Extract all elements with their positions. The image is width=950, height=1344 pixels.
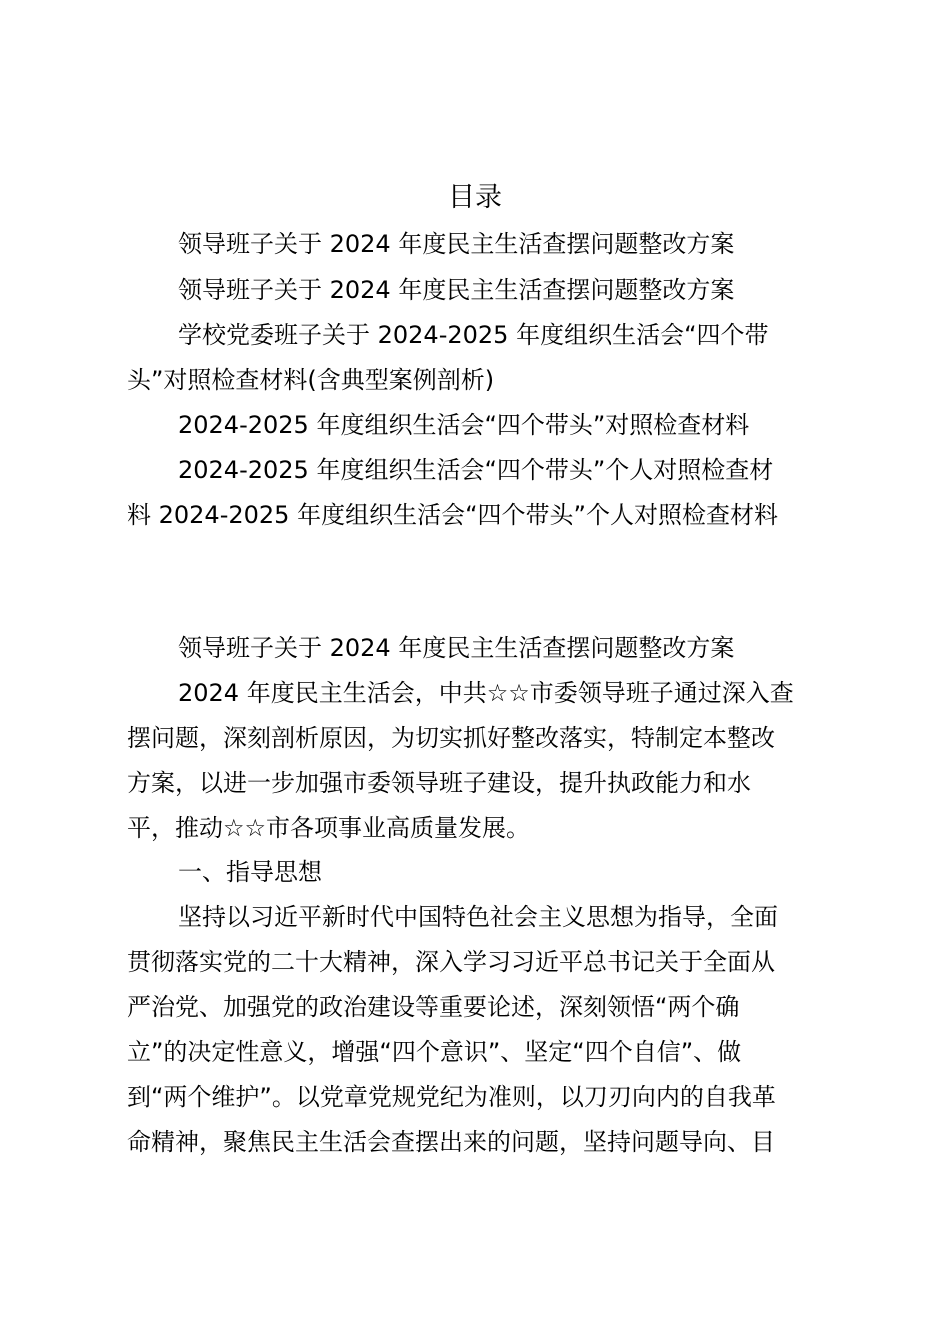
body-line: 摆问题，深刻剖析原因，为切实抓好整改落实，特制定本整改: [127, 724, 775, 752]
body-line: 严治党、加强党的政治建设等重要论述，深刻领悟“两个确: [127, 993, 740, 1021]
toc-line: 领导班子关于 2024 年度民主生活查摆问题整改方案: [178, 230, 735, 258]
toc-line: 领导班子关于 2024 年度民主生活查摆问题整改方案: [178, 276, 735, 304]
body-line: 立”的决定性意义，增强“四个意识”、坚定“四个自信”、做: [127, 1038, 742, 1066]
subsection-heading: 一、指导思想: [178, 858, 322, 886]
toc-line: 2024-2025 年度组织生活会“四个带头”对照检查材料: [178, 411, 750, 439]
toc-line: 2024-2025 年度组织生活会“四个带头”个人对照检查材: [178, 456, 774, 484]
toc-line: 学校党委班子关于 2024-2025 年度组织生活会“四个带: [178, 321, 769, 349]
body-line: 平，推动☆☆市各项事业高质量发展。: [127, 814, 531, 842]
body-line: 方案，以进一步加强市委领导班子建设，提升执政能力和水: [127, 769, 751, 797]
body-line: 命精神，聚焦民主生活会查摆出来的问题，坚持问题导向、目: [127, 1128, 775, 1156]
body-line: 坚持以习近平新时代中国特色社会主义思想为指导，全面: [178, 903, 778, 931]
body-line: 到“两个维护”。以党章党规党纪为准则，以刀刃向内的自我革: [127, 1083, 776, 1111]
toc-title: 目录: [448, 182, 502, 213]
toc-line: 料 2024-2025 年度组织生活会“四个带头”个人对照检查材料: [127, 501, 778, 529]
section-heading: 领导班子关于 2024 年度民主生活查摆问题整改方案: [178, 634, 735, 662]
toc-line: 头”对照检查材料(含典型案例剖析): [127, 366, 495, 394]
body-line: 贯彻落实党的二十大精神，深入学习习近平总书记关于全面从: [127, 948, 775, 976]
body-line: 2024 年度民主生活会，中共☆☆市委领导班子通过深入查: [178, 679, 794, 707]
